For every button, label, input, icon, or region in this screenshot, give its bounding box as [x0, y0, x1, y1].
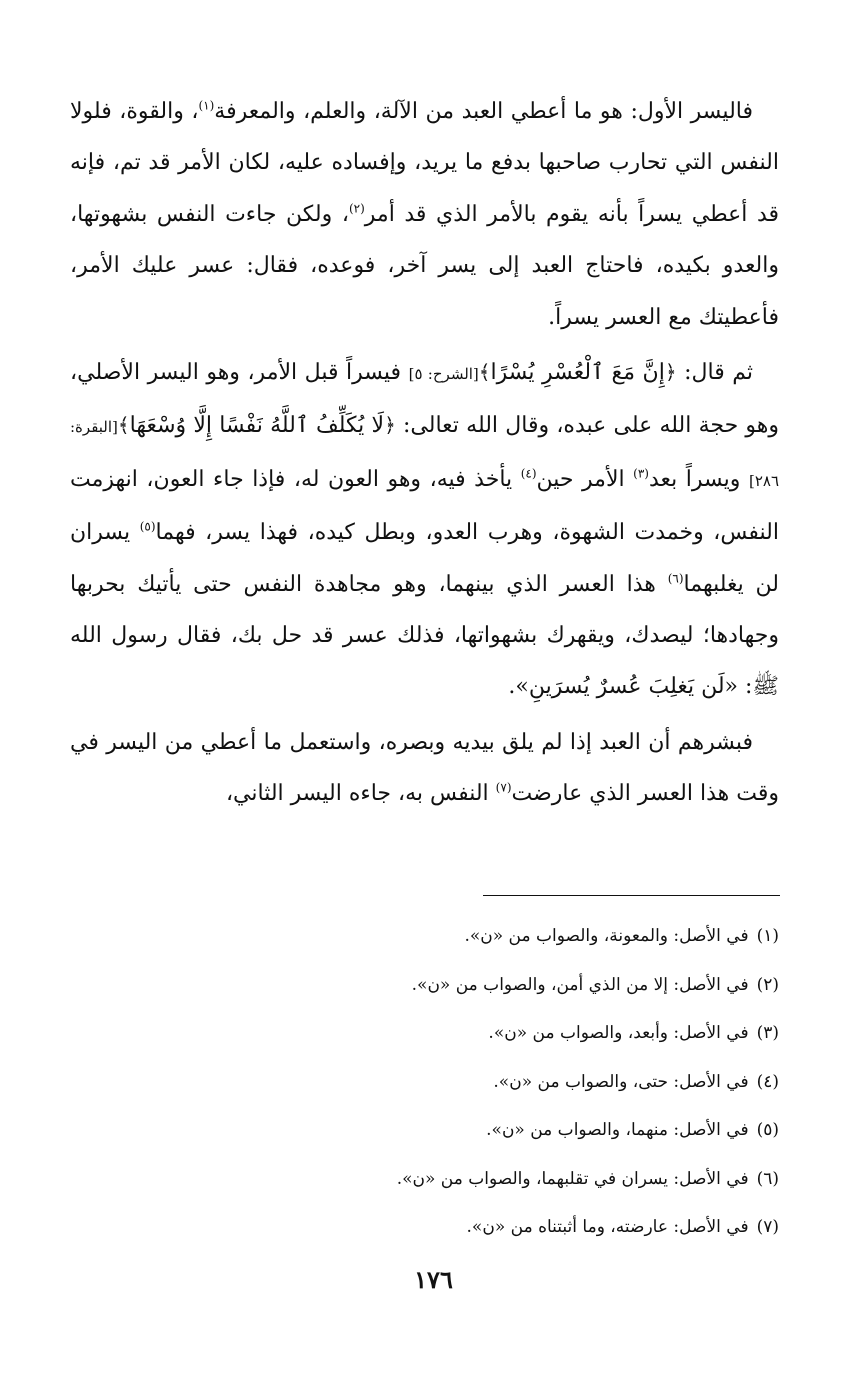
footnote-item [79, 1106, 779, 1155]
paragraph-text: فيسراً قبل الأمر، وهو اليسر الأصلي، وهو حجة الله على عبده، وقال الله تعالى: [70, 360, 779, 439]
footnote-marker-6: (٦) [667, 571, 684, 586]
quran-close-bracket: ﴾ [478, 360, 491, 385]
footnote-number: (٢) [756, 974, 779, 995]
footnote-text: في الأصل: عارضته، وما أثبتناه من «ن». [466, 1217, 749, 1237]
footnote-marker-5: (٥) [139, 519, 156, 534]
paragraph-3 [70, 717, 779, 820]
quran-verse-2: لَا يُكَلِّفُ ٱللَّهُ نَفْسًا إِلَّا وُسْعَهَا [129, 413, 385, 439]
footnote-text: في الأصل: وأبعد، والصواب من «ن». [488, 1023, 749, 1043]
footnote-text: في الأصل: يسران في تقلبهما، والصواب من «ن». [396, 1168, 749, 1189]
paragraph-text: يأخذ فيه، وهو العون له، فإذا جاء العون، انهزمت النفس، وخمدت الشهوة، وهرب العدو، وبطل كيده، فهذا يسر، فهما [70, 466, 779, 546]
footnote-item [79, 961, 779, 1010]
paragraph-text: ثم قال: [676, 360, 753, 386]
footnote-marker-3: (٣) [633, 466, 649, 481]
paragraph-2 [70, 347, 779, 713]
footnote-number: (٦) [756, 1168, 779, 1189]
page-number: ١٧٦ [414, 1265, 453, 1294]
paragraph-text: يسران لن يغلبهما [70, 520, 779, 597]
paragraph-text: هذا العسر الذي بينهما، وهو مجاهدة النفس حتى يأتيك بحربها وجهادها؛ ليصدك، ويقهرك بشهواتها، فذلك عسر قد حل بك، فقال رسول الله ﷺ: «لَن يَغلِبَ عُسرٌ يُسرَينِ». [70, 571, 779, 700]
verse-reference-2: [البقرة: ٢٨٦] [70, 418, 779, 490]
paragraph-text: النفس به، جاءه اليسر الثاني، [225, 781, 496, 807]
verse-reference-1: [الشرح: ٥] [408, 365, 479, 384]
footnotes-list [79, 912, 779, 1252]
footnote-item [79, 1203, 779, 1252]
footnote-marker-4: (٤) [520, 466, 537, 481]
paragraph-text: ، ولكن جاءت النفس بشهوتها، والعدو بكيده، فاحتاج العبد إلى يسر آخر، فوعده، فقال: عسر عليك الأمر، فأعطيتك مع العسر يسراً. [70, 201, 779, 330]
paragraph-text: ، والقوة، فلولا النفس التي تحارب صاحبها بدفع ما يريد، وإفساده عليه، لكان الأمر قد تم، فإنه قد أعطي يسراً بأنه يقوم بالأمر الذي قد أمر [70, 99, 780, 227]
footnote-item [79, 912, 779, 961]
footnote-item [79, 1058, 779, 1107]
quran-verse-1: إِنَّ مَعَ ٱلْعُسْرِ يُسْرًا [490, 360, 665, 386]
main-text [70, 86, 779, 824]
footnote-number: (٤) [756, 1071, 779, 1092]
footnote-item [79, 1009, 779, 1058]
footnote-marker-7: (٧) [495, 780, 512, 795]
footnote-item [79, 1155, 779, 1204]
footnote-marker-1: (١) [198, 98, 215, 113]
footnote-text: في الأصل: منهما، والصواب من «ن». [486, 1120, 749, 1140]
footnote-number: (١) [756, 926, 779, 946]
footnote-text: في الأصل: والمعونة، والصواب من «ن». [464, 926, 749, 946]
quran-open-bracket: ﴿ [384, 413, 396, 438]
quran-close-bracket: ﴾ [117, 413, 130, 438]
paragraph-text: فبشرهم أن العبد إذا لم يلق بيديه وبصره، واستعمل ما أعطي من اليسر في وقت هذا العسر الذي عارضت [70, 729, 779, 807]
footnote-divider [483, 895, 780, 896]
quran-open-bracket: ﴿ [664, 360, 677, 385]
footnote-text: في الأصل: حتى، والصواب من «ن». [493, 1071, 749, 1092]
footnote-number: (٥) [756, 1120, 779, 1140]
footnote-text: في الأصل: إلا من الذي أمن، والصواب من «ن». [411, 974, 749, 995]
footnote-number: (٣) [756, 1023, 779, 1043]
footnote-number: (٧) [756, 1217, 779, 1237]
paragraph-text: الأمر حين [536, 466, 634, 492]
paragraph-text: فاليسر الأول: هو ما أعطي العبد من الآلة، والعلم، والمعرفة [214, 99, 753, 124]
paragraph-text: ويسراً بعد [648, 466, 749, 492]
paragraph-1 [70, 86, 779, 343]
footnote-marker-2: (٢) [348, 201, 365, 216]
